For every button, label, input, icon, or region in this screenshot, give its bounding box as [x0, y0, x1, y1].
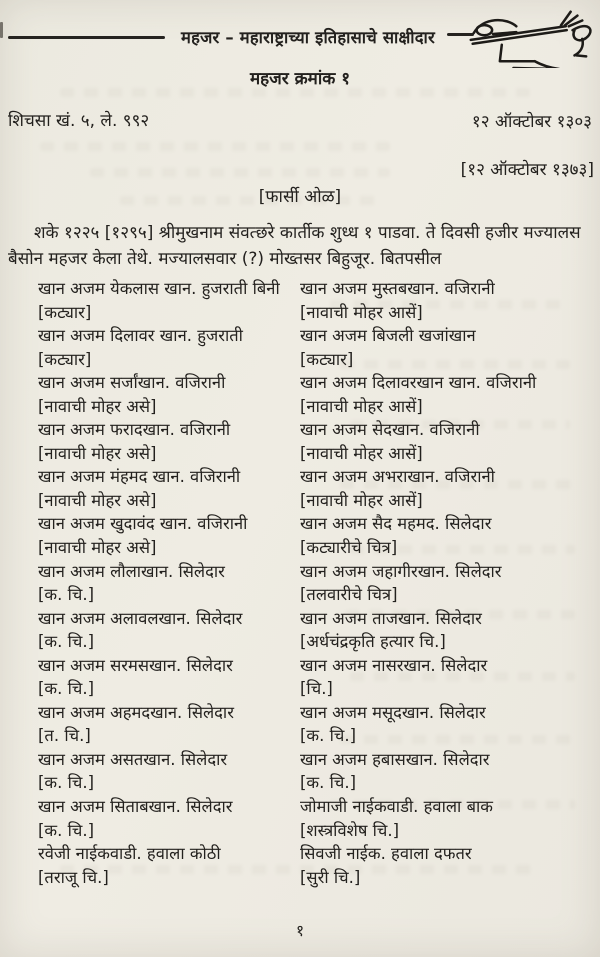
list-line: [नावाची मोहर आसें]	[300, 490, 423, 510]
list-line: [कट्यार]	[300, 349, 354, 369]
date-corrected: [१२ ऑक्टोबर १३७३]	[460, 160, 594, 180]
list-line: खान अजम बिजली खजांखान	[300, 326, 476, 346]
list-line: रवेजी नाईकवाडी. हवाला कोठी	[38, 844, 221, 864]
list-line: [कट्यारीचे चित्र]	[300, 538, 398, 558]
farsi-line-note: [फार्सी ओळ]	[258, 187, 342, 207]
list-line: खान अजम मुस्तबखान. वजिरानी	[300, 279, 495, 298]
list-line: खान अजम सैद महमद. सिलेदार	[300, 514, 492, 534]
list-line: [कट्यार]	[38, 302, 92, 322]
list-line: खान अजम मंहमद खान. वजिरानी	[38, 467, 241, 487]
list-line: खान अजम दिलावर खान. हुजराती	[38, 326, 243, 346]
list-line: खान अजम खुदावंद खान. वजिरानी	[38, 514, 248, 534]
list-line: [चि.]	[300, 679, 333, 699]
witness-list	[38, 277, 600, 889]
scan-edge-artifact	[0, 22, 3, 38]
list-line: खान अजम दिलावरखान खान. वजिरानी	[300, 373, 537, 393]
list-line: [नावाची मोहर आसें]	[300, 396, 423, 416]
list-line: खान अजम फरादखान. वजिरानी	[38, 420, 231, 440]
page-number: १	[295, 921, 305, 940]
list-line: [तलवारीचे चित्र]	[300, 585, 398, 605]
list-line: [क. चि.]	[300, 773, 357, 793]
list-line: खान अजम अहमदखान. सिलेदार	[38, 702, 234, 722]
source-reference: शिचसा खं. ५, ले. ९९२	[8, 111, 150, 131]
list-line: [शस्त्रविशेष चि.]	[300, 820, 400, 840]
list-line: खान अजम मसूदखान. सिलेदार	[300, 702, 486, 722]
list-line: [क. चि.]	[38, 632, 95, 652]
list-line: [नावाची मोहर असे]	[38, 538, 157, 558]
list-line: [क. चि.]	[38, 820, 95, 840]
list-line: [नावाची मोहर असे]	[38, 443, 157, 463]
list-line: [अर्धचंद्रकृति हत्यार चि.]	[300, 632, 446, 652]
list-line: [क. चि.]	[38, 773, 95, 793]
list-line: खान अजम येकलास खान. हुजराती बिनी	[38, 279, 280, 298]
list-line: खान अजम सेदखान. वजिरानी	[300, 420, 480, 440]
witness-column-right	[300, 277, 600, 889]
list-line: खान अजम सरमसखान. सिलेदार	[38, 655, 233, 675]
list-line: [तराजू चि.]	[38, 867, 109, 887]
list-line: खान अजम नासरखान. सिलेदार	[300, 655, 488, 675]
list-line: खान अजम अभराखान. वजिरानी	[300, 467, 495, 487]
reclining-figure-sketch-icon	[456, 4, 598, 68]
list-line: खान अजम ताजखान. सिलेदार	[300, 608, 482, 628]
list-line: [नावाची मोहर असे]	[38, 396, 157, 416]
list-line: खान अजम जहागीरखान. सिलेदार	[300, 561, 502, 581]
list-line: खान अजम अलावलखान. सिलेदार	[38, 608, 243, 628]
list-line: खान अजम सिताबखान. सिलेदार	[38, 797, 233, 817]
list-line: खान अजम सर्जांखान. वजिरानी	[38, 373, 226, 393]
list-line: सिवजी नाईक. हवाला दफतर	[300, 844, 472, 864]
list-line: [नावाची मोहर आसें]	[300, 302, 423, 322]
list-line: खान अजम लौलाखान. सिलेदार	[38, 561, 225, 581]
date-primary: १२ ऑक्टोबर १३०३	[471, 112, 592, 132]
list-line: जोमाजी नाईकवाडी. हवाला बाक	[300, 797, 493, 817]
list-line: [कट्यार]	[38, 349, 92, 369]
intro-paragraph: शके १२२५ [१२९५] श्रीमुखनाम संवत्छरे कार्तीक शुध्ध १ पाडवा. ते दिवसी हजीर मज्यालस बैसोन महजर केला तेथे. मज्यालसवार (?) मोख्तसर बिहुजूर. बितपसील	[8, 223, 581, 269]
list-line: खान अजम हबासखान. सिलेदार	[300, 749, 490, 769]
running-title: महजर – महाराष्ट्राच्या इतिहासाचे साक्षीदार	[181, 28, 435, 47]
list-line: [त. चि.]	[38, 726, 91, 746]
list-line: [क. चि.]	[38, 679, 95, 699]
list-line: [क. चि.]	[300, 726, 357, 746]
list-line: [नावाची मोहर आसें]	[300, 443, 423, 463]
list-line: [नावाची मोहर असे]	[38, 490, 157, 510]
list-line: [सुरी चि.]	[300, 867, 361, 887]
document-title: महजर क्रमांक १	[249, 69, 351, 89]
list-line: [क. चि.]	[38, 585, 95, 605]
list-line: खान अजम असतखान. सिलेदार	[38, 749, 228, 769]
witness-column-left	[38, 277, 300, 889]
